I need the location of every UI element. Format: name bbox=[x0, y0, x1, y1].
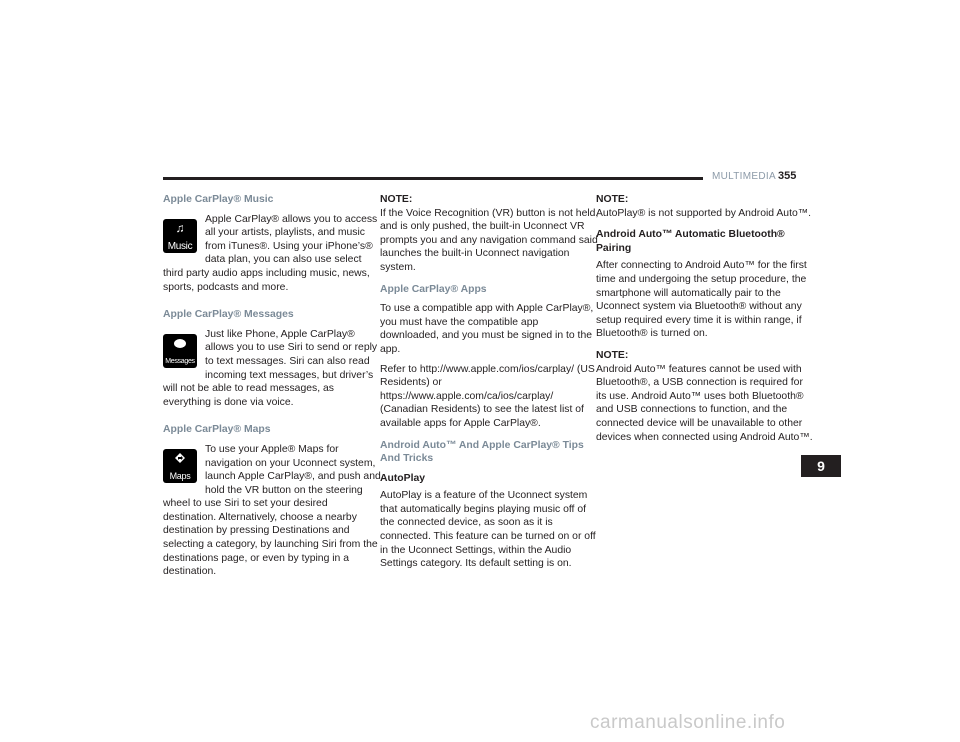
note-vr bbox=[380, 193, 600, 275]
apps-heading: Apple CarPlay® Apps bbox=[380, 283, 487, 295]
section-messages bbox=[163, 308, 383, 415]
maps-app-icon bbox=[163, 449, 197, 483]
section-apps bbox=[380, 283, 600, 431]
section-maps bbox=[163, 423, 383, 585]
maps-text: To use your Apple® Maps for navigation on your Uconnect system, launch Apple CarPlay®, and push and hold the VR button on the steering wheel to use Siri to set your desired destination. Alternatively, choose a nearby destination by pressing Destinations and selecting a category, by launching Siri from the destinations page, or even by typing in a destination. bbox=[163, 443, 381, 578]
watermark: carmanualsonline.info bbox=[590, 712, 786, 733]
maps-icon-label: Maps bbox=[169, 470, 191, 481]
music-app-icon bbox=[163, 219, 197, 253]
section-music bbox=[163, 193, 383, 300]
section-tips bbox=[380, 439, 600, 571]
tips-heading: Android Auto™ And Apple CarPlay® Tips And Tricks bbox=[380, 439, 584, 465]
page-number: 355 bbox=[778, 170, 797, 182]
music-icon-label: Music bbox=[167, 240, 193, 252]
apps-paragraph-1: To use a compatible app with Apple CarPlay®, you must have the compatible app downloaded, and you must be signed in to the app. bbox=[380, 303, 594, 355]
music-heading: Apple CarPlay® Music bbox=[163, 194, 274, 205]
note-usb bbox=[596, 349, 816, 444]
note-label: NOTE: bbox=[596, 194, 629, 205]
column-3 bbox=[596, 193, 816, 452]
messages-heading: Apple CarPlay® Messages bbox=[163, 309, 294, 321]
pairing-subheading: Android Auto™ Automatic Bluetooth® Pairing bbox=[596, 229, 785, 254]
autoplay-subheading: AutoPlay bbox=[380, 472, 426, 484]
note-usb-text: Android Auto™ features cannot be used with Bluetooth®, a USB connection is required for its use. Android Auto™ uses both Bluetooth® and USB connections to function, and the connected device will be unavailable to other devices when connected using Android Auto™. bbox=[596, 363, 813, 443]
section-pairing bbox=[596, 228, 816, 341]
column-1 bbox=[163, 193, 383, 593]
music-text: Apple CarPlay® allows you to access all your artists, playlists, and music from iTunes®. Using your iPhone’s® data plan, you can also use select third party audio apps including music, news, sports, podcasts and more. bbox=[163, 213, 378, 293]
section-title: MULTIMEDIA bbox=[712, 171, 776, 182]
pairing-text: After connecting to Android Auto™ for the first time and undergoing the setup procedure, the smartphone will automatically pair to the Uconnect system via Bluetooth® without any setup required every time it is within range, if Bluetooth® is turned on. bbox=[596, 260, 807, 340]
chapter-tab: 9 bbox=[801, 455, 841, 477]
note-label: NOTE: bbox=[380, 194, 413, 205]
apps-paragraph-2: Refer to http://www.apple.com/ios/carplay/ (US Residents) or https://www.apple.com/ca/ios/carplay/ (Canadian Residents) to see the latest list of available apps for Apple CarPlay®. bbox=[380, 363, 595, 429]
header-rule bbox=[163, 177, 703, 180]
music-note-icon: ♫ bbox=[175, 220, 185, 235]
messages-text: Just like Phone, Apple CarPlay® allows you to use Siri to send or reply to text messages. Siri can also read incoming text messages, but driver’s will not be able to read messages, as everything is done via voice. bbox=[163, 328, 378, 408]
column-2 bbox=[380, 193, 600, 579]
note-autoplay-text: AutoPlay® is not supported by Android Auto™. bbox=[596, 207, 812, 219]
note-autoplay bbox=[596, 193, 816, 220]
map-sign-icon bbox=[175, 453, 185, 464]
note-label: NOTE: bbox=[596, 349, 629, 361]
note-vr-text: If the Voice Recognition (VR) button is not held, and is only pushed, the built-in Uconnect VR prompts you and any navigation command said launches the built-in Uconnect navigation system. bbox=[380, 207, 599, 273]
messages-app-icon bbox=[163, 334, 197, 368]
maps-heading: Apple CarPlay® Maps bbox=[163, 424, 271, 436]
autoplay-text: AutoPlay is a feature of the Uconnect system that automatically begins playing music off of the connected device, as soon as it is connected. This feature can be turned on or off in the Uconnect Settings, within the Audio Settings category. Its default setting is on. bbox=[380, 490, 596, 570]
speech-bubble-icon bbox=[174, 339, 186, 348]
messages-icon-label: Messages bbox=[165, 357, 195, 365]
